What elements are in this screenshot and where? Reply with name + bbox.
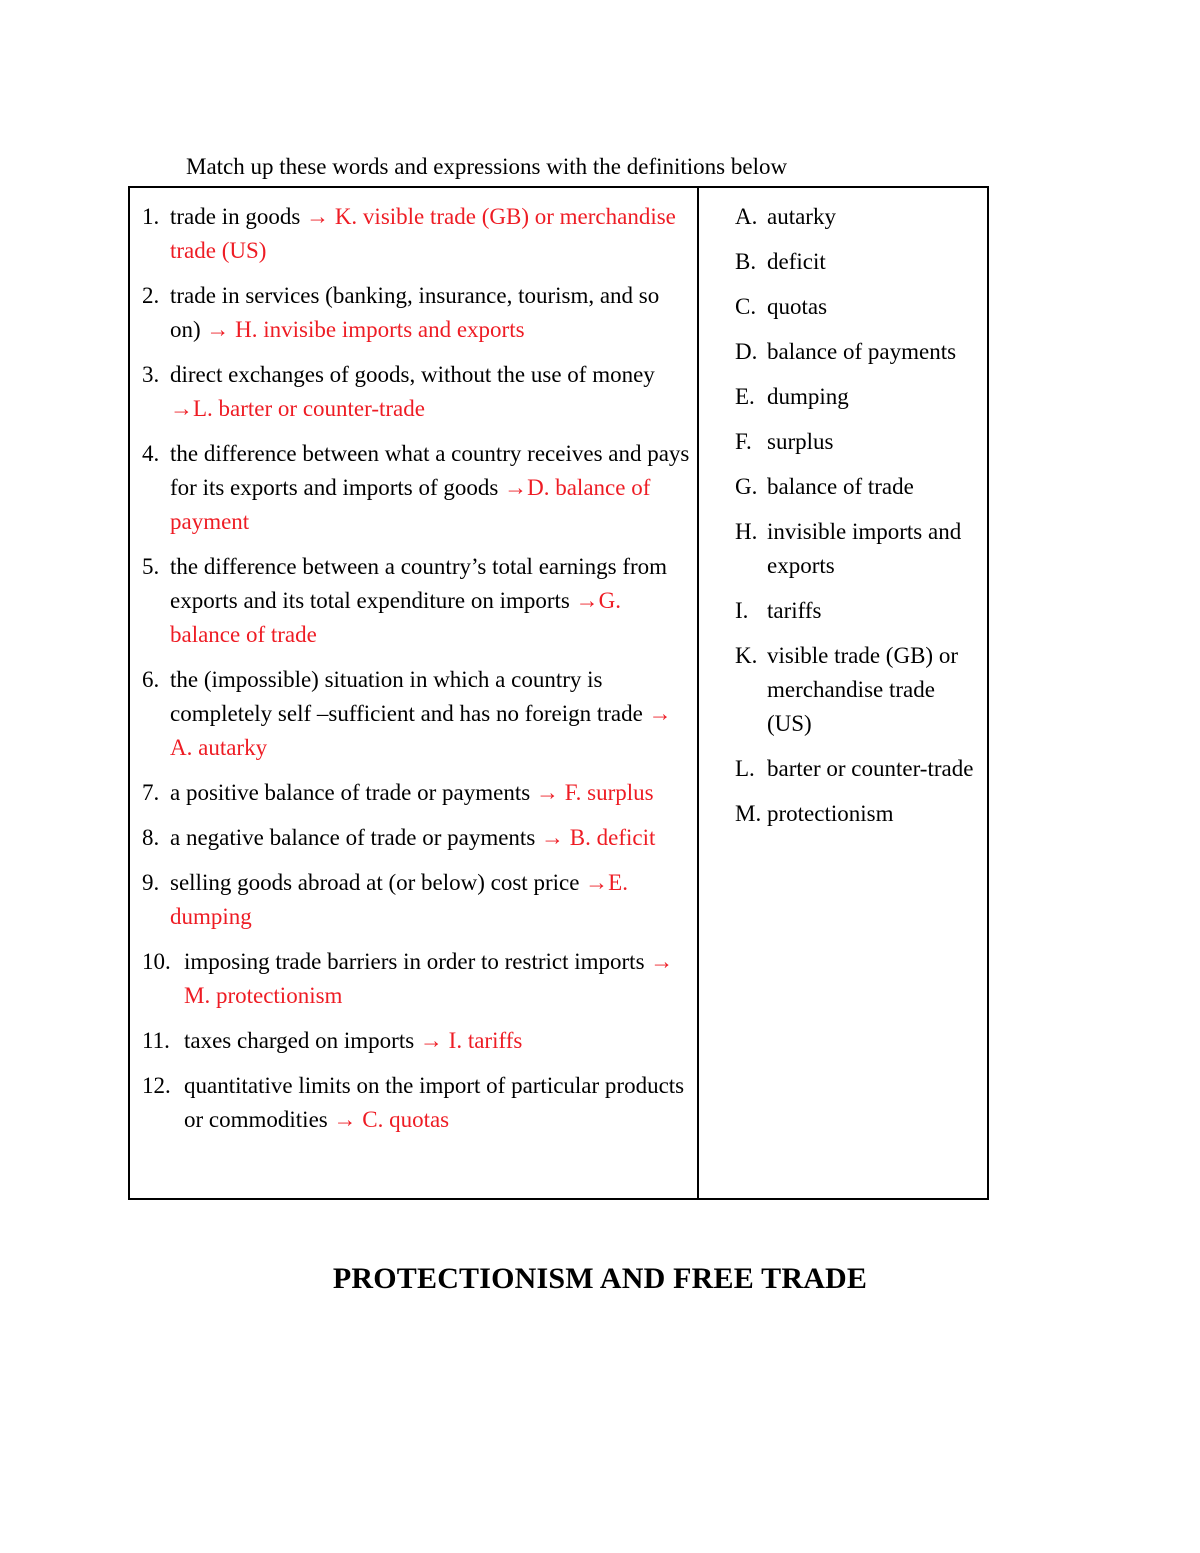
options-column — [735, 200, 985, 842]
answer-text: K. visible trade (GB) or merchandise trade (US) — [170, 204, 676, 263]
option-text: dumping — [767, 384, 849, 409]
question-text: selling goods abroad at (or below) cost price — [170, 870, 580, 895]
option-text: deficit — [767, 249, 826, 274]
option-text: balance of trade — [767, 474, 914, 499]
question-number: 1. — [142, 204, 160, 229]
option-item — [735, 515, 985, 583]
arrow-icon: → — [585, 870, 609, 895]
answer-text: C. quotas — [362, 1107, 450, 1132]
option-text: surplus — [767, 429, 834, 454]
option-text: tariffs — [767, 598, 822, 623]
option-letter: G. — [735, 474, 758, 499]
question-item — [142, 945, 690, 1013]
question-item — [142, 1024, 690, 1058]
question-text: taxes charged on imports — [184, 1028, 415, 1053]
option-letter: A. — [735, 204, 758, 229]
answer-text: H. invisibe imports and exports — [235, 317, 525, 342]
option-item — [735, 797, 985, 831]
question-number: 5. — [142, 554, 160, 579]
arrow-icon: → — [306, 204, 330, 229]
option-letter: L. — [735, 756, 755, 781]
question-text: direct exchanges of goods, without the use of money — [170, 362, 655, 387]
question-item — [142, 776, 690, 810]
option-item — [735, 425, 985, 459]
arrow-icon: → — [575, 588, 599, 613]
option-letter: F. — [735, 429, 752, 454]
option-text: invisible imports and exports — [767, 519, 962, 578]
option-letter: C. — [735, 294, 757, 319]
arrow-icon: → — [535, 780, 559, 805]
option-letter: D. — [735, 339, 758, 364]
question-item — [142, 358, 690, 426]
answer-text: L. barter or counter-trade — [193, 396, 425, 421]
option-letter: H. — [735, 519, 758, 544]
question-item — [142, 279, 690, 347]
question-item — [142, 663, 690, 765]
question-number: 9. — [142, 870, 160, 895]
arrow-icon: → — [206, 317, 230, 342]
question-text: trade in services (banking, insurance, tourism, and so on) — [170, 283, 660, 342]
question-number: 10. — [142, 949, 171, 974]
column-divider — [697, 188, 699, 1198]
question-number: 6. — [142, 667, 160, 692]
question-number: 11. — [142, 1028, 170, 1053]
question-text: the difference between what a country receives and pays for its exports and imports of goods — [170, 441, 690, 500]
option-item — [735, 200, 985, 234]
option-text: visible trade (GB) or merchandise trade (US) — [767, 643, 958, 736]
option-letter: M. — [735, 801, 762, 826]
question-text: a positive balance of trade or payments — [170, 780, 531, 805]
question-text: the difference between a country’s total earnings from exports and its total expenditure on imports — [170, 554, 668, 613]
question-text: trade in goods — [170, 204, 301, 229]
option-letter: I. — [735, 598, 749, 623]
answer-text: D. balance of payment — [170, 475, 651, 534]
option-item — [735, 245, 985, 279]
option-letter: E. — [735, 384, 755, 409]
question-item — [142, 200, 690, 268]
arrow-icon: → — [541, 825, 565, 850]
arrow-icon: → — [504, 475, 528, 500]
question-number: 4. — [142, 441, 160, 466]
answer-text: E. dumping — [170, 870, 628, 929]
option-letter: B. — [735, 249, 757, 274]
question-item — [142, 550, 690, 652]
option-item — [735, 335, 985, 369]
question-number: 3. — [142, 362, 160, 387]
option-item — [735, 594, 985, 628]
answer-text: M. protectionism — [184, 983, 343, 1008]
answer-text: F. surplus — [564, 780, 654, 805]
answer-text: A. autarky — [170, 735, 268, 760]
option-item — [735, 752, 985, 786]
question-text: imposing trade barriers in order to restrict imports — [184, 949, 645, 974]
option-letter: K. — [735, 643, 758, 668]
option-item — [735, 290, 985, 324]
answer-text: B. deficit — [569, 825, 656, 850]
section-heading: PROTECTIONISM AND FREE TRADE — [332, 1262, 868, 1295]
matching-table — [128, 186, 989, 1200]
question-item — [142, 821, 690, 855]
question-text: the (impossible) situation in which a country is completely self –sufficient and has no foreign trade — [170, 667, 643, 726]
questions-column — [142, 200, 690, 1148]
option-text: protectionism — [767, 801, 894, 826]
option-item — [735, 380, 985, 414]
option-item — [735, 470, 985, 504]
option-text: autarky — [767, 204, 836, 229]
question-item — [142, 1069, 690, 1137]
arrow-icon: → — [648, 701, 672, 726]
option-text: quotas — [767, 294, 828, 319]
question-number: 2. — [142, 283, 160, 308]
question-item — [142, 437, 690, 539]
question-text: quantitative limits on the import of particular products or commodities — [184, 1073, 685, 1132]
answer-text: G. balance of trade — [170, 588, 621, 647]
arrow-icon: → — [333, 1107, 357, 1132]
arrow-icon: → — [419, 1028, 443, 1053]
option-text: balance of payments — [767, 339, 957, 364]
option-text: barter or counter-trade — [767, 756, 974, 781]
arrow-icon: → — [650, 949, 674, 974]
question-number: 8. — [142, 825, 160, 850]
question-number: 7. — [142, 780, 160, 805]
arrow-icon: → — [170, 396, 193, 421]
question-number: 12. — [142, 1073, 171, 1098]
question-item — [142, 866, 690, 934]
answer-text: I. tariffs — [448, 1028, 523, 1053]
question-text: a negative balance of trade or payments — [170, 825, 536, 850]
instruction-text: Match up these words and expressions with the definitions below — [186, 154, 788, 179]
option-item — [735, 639, 985, 741]
